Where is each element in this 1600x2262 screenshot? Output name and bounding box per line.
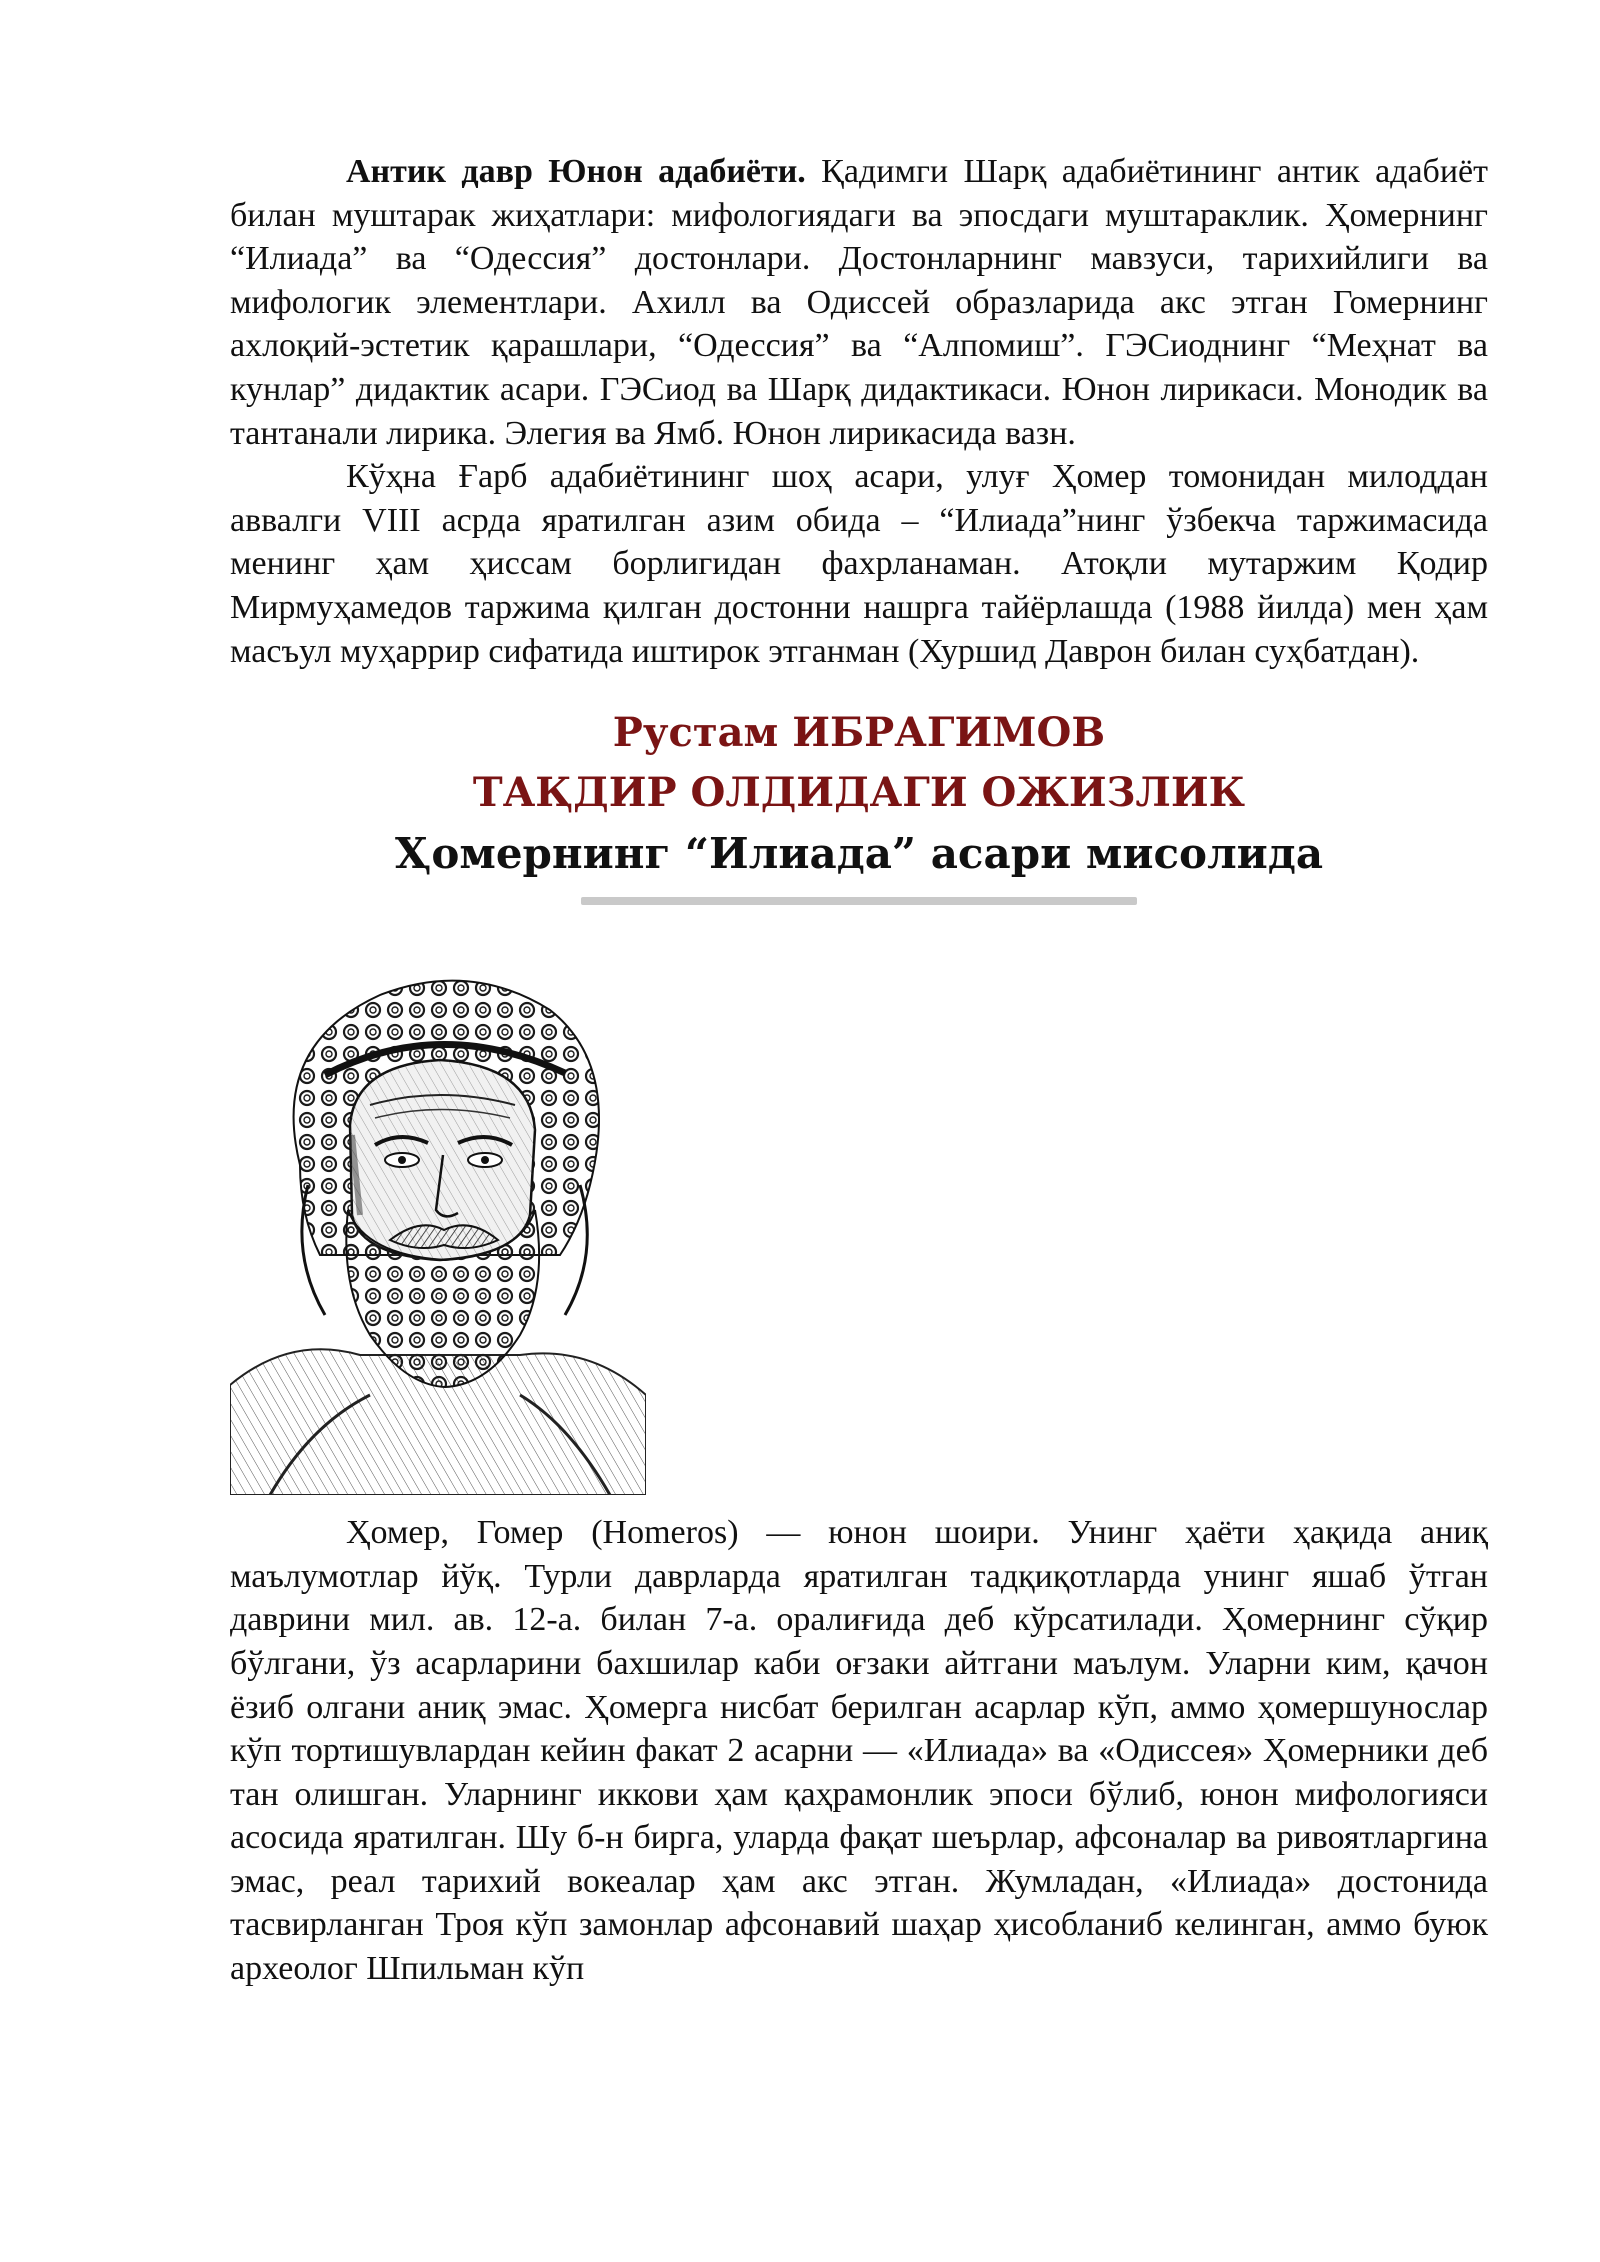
intro-paragraph	[230, 150, 1488, 455]
quote-paragraph	[230, 455, 1488, 673]
homer-portrait-icon	[230, 955, 646, 1495]
intro-lead-bold: Антик давр Юнон адабиёти.	[346, 153, 806, 190]
quote-text: Кўҳна Ғарб адабиётининг шоҳ асари, улуғ Ҳомер томонидан милоддан аввалги VIII асрда яратилган азим обида – “Илиада”нинг ўзбекча таржимасида менинг ҳам ҳиссам борлигидан фахрланаман. Атоқли мутаржим Қодир Мирмуҳамедов таржима қилган достонни нашрга тайёрлашда (1988 йилда) мен ҳам масъул муҳаррир сифатида иштирок этганман (Хуршид Даврон билан суҳбатдан).	[230, 458, 1488, 670]
author-name: Рустам ИБРАГИМОВ	[612, 709, 1106, 757]
intro-lead-text: Қадимги Шарқ адабиётининг антик адабиёт билан муштарак жиҳатлари: мифологиядаги ва эпосдаги муштараклик. Ҳомернинг “Илиада” ва “Одессия” достонлари. Достонларнинг мавзуси, тарихийлиги ва мифологик элементлари. Ахилл ва Одиссей образларида акс этган Гомернинг ахлоқий-эстетик қарашлари, “Одессия” ва “Алпомиш”. ГЭСиоднинг “Меҳнат ва кунлар” дидактик асари. ГЭСиод ва Шарқ дидактикаси. Юнон лирикаси. Монодик ва тантанали лирика. Элегия ва Ямб. Юнон лирикасида вазн.	[230, 153, 1488, 452]
document-page	[230, 150, 1488, 1991]
article-heading	[230, 703, 1488, 905]
article-title: ТАҚДИР ОЛДИДАГИ ОЖИЗЛИК	[472, 769, 1246, 817]
body-paragraph	[230, 1511, 1488, 1991]
body-text: Ҳомер, Гомер (Homeros) — юнон шоири. Унинг ҳаёти ҳақида аниқ маълумотлар йўқ. Турли даврларда яратилган тадқиқотларда унинг яшаб ўтган даврини мил. ав. 12-а. билан 7-а. оралиғида деб кўрсатилади. Ҳомернинг сўқир бўлгани, ўз асарларини бахшилар каби оғзаки айтгани маълум. Уларни ким, қачон ёзиб олгани аниқ эмас. Ҳомерга нисбат берилган асарлар кўп, аммо ҳомершунослар кўп тортишувлардан кейин факат 2 асарни — «Илиада» ва «Одиссея» Ҳомерники деб тан олишган. Уларнинг иккови ҳам қаҳрамонлик эпоси бўлиб, юнон мифологияси асосида яратилган. Шу б-н бирга, уларда фақат шеърлар, афсоналар ва ривоятларгина эмас, реал тарихий вокеалар ҳам акс этган. Жумладан, «Илиада» достонида тасвирланган Троя кўп замонлар афсонавий шаҳар ҳисобланиб келинган, аммо буюк археолог Шпильман кўп	[230, 1514, 1488, 1988]
heading-underline-rule	[581, 897, 1137, 905]
article-subtitle: Ҳомернинг “Илиада” асари мисолида	[394, 829, 1324, 879]
homer-portrait	[230, 955, 646, 1495]
